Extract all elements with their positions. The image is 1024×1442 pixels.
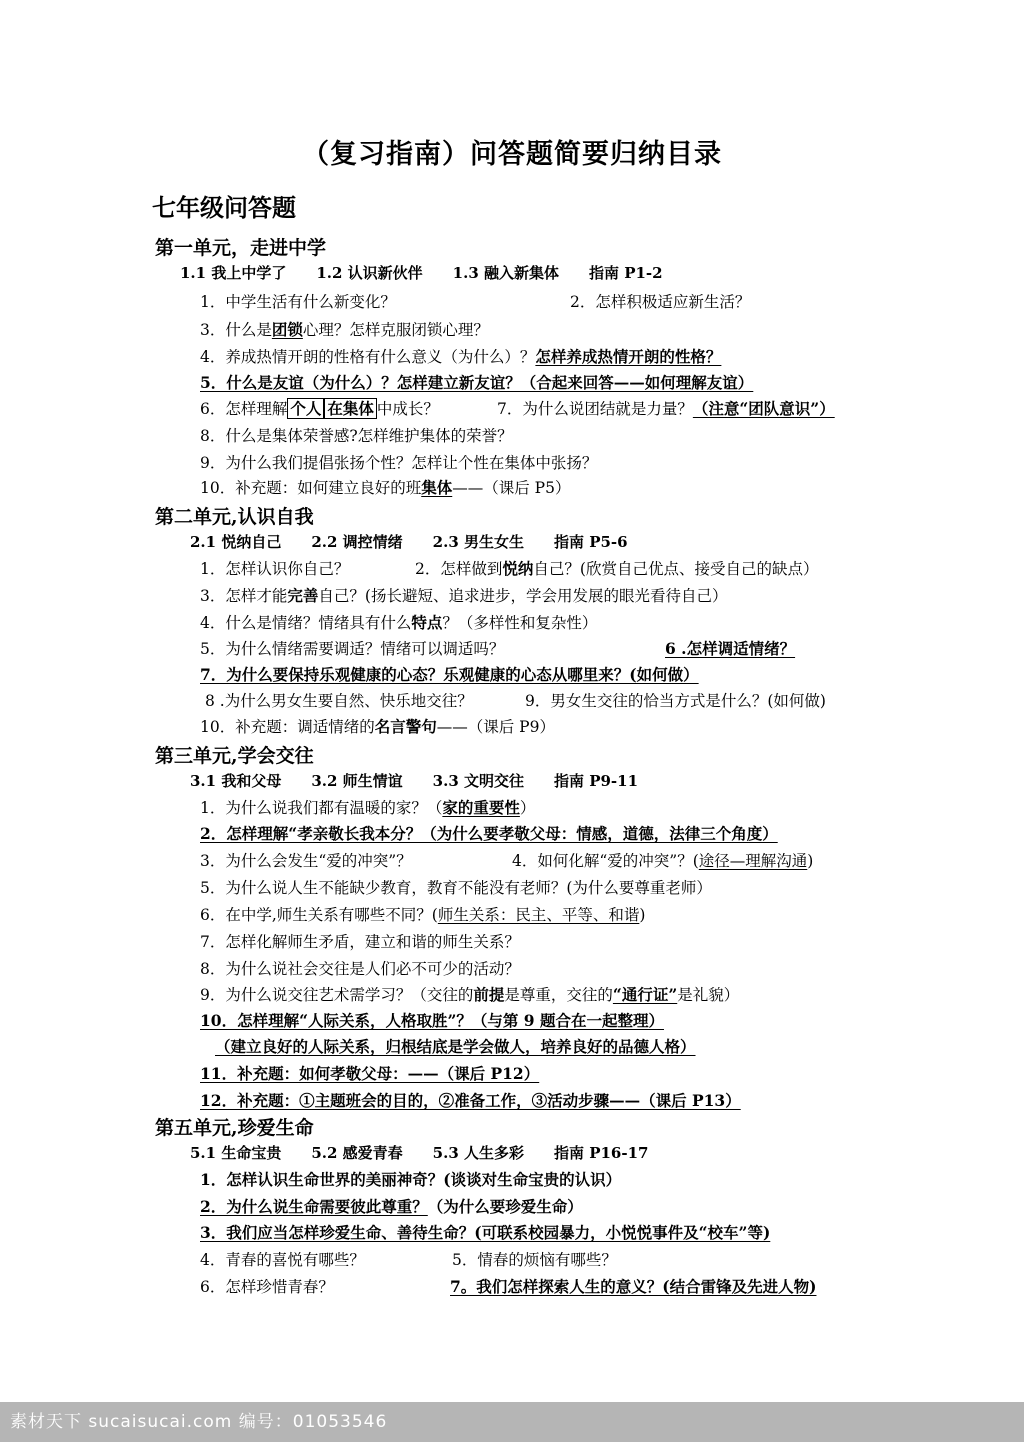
question-emphasized: 3．我们应当怎样珍爱生命、善待生命？(可联系校园暴力，小悦悦事件及“校车”等) — [200, 1223, 771, 1242]
question: 2．怎样做到悦纳自己？(欣赏自己优点、接受自己的缺点） — [415, 559, 819, 578]
question-emphasized: 12．补充题：①主题班会的目的，②准备工作，③活动步骤——（课后 P13） — [200, 1091, 741, 1110]
question: 5．为什么说人生不能缺少教育，教育不能没有老师？(为什么要尊重老师） — [200, 879, 712, 897]
question: 3．什么是团锁心理？怎样克服闭锁心理？ — [200, 320, 489, 339]
question: 1．怎样认识你自己？ — [200, 560, 350, 578]
lesson-label: 3.2 师生情谊 — [311, 772, 403, 790]
question-emphasized: 11．补充题：如何孝敬父母：——（课后 P12） — [200, 1064, 540, 1083]
question-emphasized: 6 .怎样调适情绪？ — [665, 639, 796, 658]
question: 5．为什么情绪需要调适？情绪可以调适吗？ — [200, 640, 505, 658]
question: 8．为什么说社会交往是人们必不可少的活动？ — [200, 960, 520, 978]
question: 9．为什么我们提倡张扬个性？怎样让个性在集体中张扬？ — [200, 454, 598, 472]
question: 7．为什么说团结就是力量？（注意“团队意识”） — [497, 399, 835, 418]
unit-3-title: 第三单元,学会交往 — [155, 745, 314, 767]
question: 4．如何化解“爱的冲突”？(途径—理解沟通) — [512, 852, 814, 870]
watermark-bar: 素材天下 sucaisucai.com 编号：01053546 — [0, 1402, 1024, 1442]
question: 5．情春的烦恼有哪些？ — [452, 1251, 617, 1269]
unit-3-lessons — [190, 770, 668, 791]
lesson-label: 5.3 人生多彩 — [432, 1144, 524, 1162]
unit-1-title: 第一单元，走进中学 — [155, 237, 327, 259]
lesson-label: 1.1 我上中学了 — [180, 264, 287, 282]
unit-5-lessons — [190, 1142, 678, 1163]
lesson-label: 3.1 我和父母 — [190, 772, 282, 790]
question-emphasized: 2．怎样理解“孝亲敬长我本分？（为什么要孝敬父母：情感，道德，法律三个角度） — [200, 824, 778, 843]
question-emphasized: 1．怎样认识生命世界的美丽神奇？(谈谈对生命宝贵的认识） — [200, 1170, 622, 1189]
lesson-label: 5.2 感爱青春 — [311, 1144, 403, 1162]
question: 10．补充题：调适情绪的名言警句——（课后 P9） — [200, 717, 555, 736]
unit-5-title: 第五单元,珍爱生命 — [155, 1117, 314, 1139]
lesson-label: 2.1 悦纳自己 — [190, 533, 282, 551]
question: 6．在中学,师生关系有哪些不同？(师生关系：民主、平等、和谐) — [200, 906, 646, 924]
question: 1．为什么说我们都有温暖的家？（家的重要性） — [200, 798, 536, 817]
question: 9．男女生交往的恰当方式是什么？(如何做) — [525, 692, 826, 710]
question: 3．怎样才能完善自己？(扬长避短、追求进步，学会用发展的眼光看待自己） — [200, 586, 728, 605]
guide-pages: 指南 P1-2 — [588, 264, 663, 282]
answer-note: （建立良好的人际关系，归根结底是学会做人，培养良好的品德人格） — [215, 1037, 696, 1056]
lesson-label: 2.2 调控情绪 — [311, 533, 403, 551]
unit-1-lessons — [180, 262, 693, 283]
lesson-label: 1.3 融入新集体 — [452, 264, 559, 282]
question-emphasized: 10．怎样理解“人际关系，人格取胜”？（与第 9 题合在一起整理） — [200, 1011, 664, 1030]
question: 7．怎样化解师生矛盾，建立和谐的师生关系？ — [200, 933, 520, 951]
question: 8．什么是集体荣誉感?怎样维护集体的荣誉？ — [200, 427, 513, 445]
unit-2-lessons — [190, 531, 658, 552]
lesson-label: 3.3 文明交往 — [432, 772, 524, 790]
question-emphasized: 7。我们怎样探索人生的意义？(结合雷锋及先进人物) — [450, 1277, 817, 1296]
question: 8 .为什么男女生要自然、快乐地交往？ — [205, 692, 473, 710]
question: 2．为什么说生命需要彼此尊重？（为什么要珍爱生命） — [200, 1197, 583, 1216]
question: 4．养成热情开朗的性格有什么意义（为什么）？怎样养成热情开朗的性格？ — [200, 347, 722, 366]
question: 2．怎样积极适应新生活？ — [570, 293, 751, 311]
lesson-label: 1.2 认识新伙伴 — [316, 264, 423, 282]
page-title: （复习指南）问答题简要归纳目录 — [302, 139, 722, 170]
question: 6．怎样理解 个人 在集体 中成长？ — [200, 399, 439, 418]
question: 10．补充题：如何建立良好的班集体——（课后 P5） — [200, 478, 571, 497]
guide-pages: 指南 P5-6 — [553, 533, 628, 551]
question: 4．青春的喜悦有哪些？ — [200, 1251, 365, 1269]
unit-2-title: 第二单元,认识自我 — [155, 506, 314, 528]
question-emphasized: 5．什么是友谊（为什么）？怎样建立新友谊？（合起来回答——如何理解友谊） — [200, 373, 754, 392]
lesson-label: 5.1 生命宝贵 — [190, 1144, 282, 1162]
question: 1．中学生活有什么新变化？ — [200, 293, 396, 311]
lesson-label: 2.3 男生女生 — [432, 533, 524, 551]
question-emphasized: 7．为什么要保持乐观健康的心态？乐观健康的心态从哪里来？(如何做） — [200, 665, 699, 684]
guide-pages: 指南 P9-11 — [553, 772, 639, 790]
question: 3．为什么会发生“爱的冲突”？ — [200, 852, 412, 870]
grade-heading: 七年级问答题 — [152, 193, 296, 222]
question: 9．为什么说交往艺术需学习？（交往的前提是尊重，交往的“通行证”是礼貌） — [200, 985, 740, 1004]
question: 4．什么是情绪？情绪具有什么特点？（多样性和复杂性） — [200, 613, 598, 632]
guide-pages: 指南 P16-17 — [553, 1144, 649, 1162]
question: 6．怎样珍惜青春？ — [200, 1278, 334, 1296]
